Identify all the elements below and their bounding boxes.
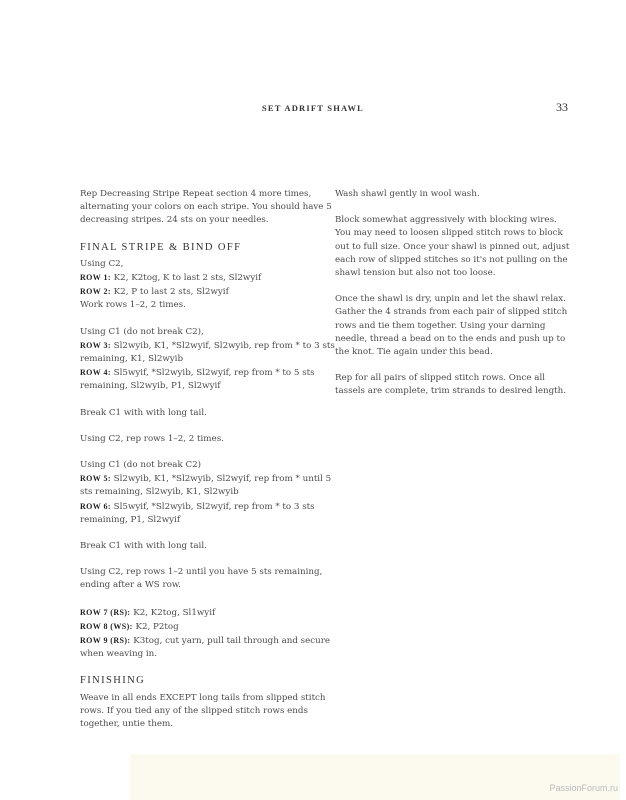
row-label: ROW 7 (RS):	[80, 607, 131, 617]
row-text: Sl2wyib, K1, *Sl2wyib, Sl2wyif, rep from * until 5 sts remaining, Sl2wyib, K1, Sl2wyib	[80, 474, 332, 498]
row-label: ROW 2:	[80, 287, 111, 297]
row-label: ROW 3:	[80, 340, 111, 350]
intro-paragraph: Rep Decreasing Stripe Repeat section 4 more times, alternating your colors on each stripe. You should have 5 decreasing stripes. 24 sts on your needles.	[80, 189, 332, 226]
block-paragraph: Block somewhat aggressively with blocking wires. You may need to loosen slipped stitch rows to block out to full size. Once your shawl is pinned out, adjust each row of slipped stitches so it's not pulling on the shawl tension but also not too loose.	[335, 215, 570, 279]
row-6	[80, 500, 338, 527]
work-rows-line: Work rows 1–2, 2 times.	[80, 300, 186, 311]
row-5	[80, 472, 338, 499]
tassel-paragraph: Once the shawl is dry, unpin and let the shawl relax. Gather the 4 strands from each pair of slipped stitch rows and tie them together. Using your darning needle, thread a bead on to the ends and push up to the knot. Tie again under this bead.	[335, 294, 568, 358]
using-c2-line: Using C2,	[80, 258, 124, 269]
row-4	[80, 366, 338, 393]
row-label: ROW 9 (RS):	[80, 636, 131, 646]
row-8	[80, 620, 338, 634]
watermark: PassionForum.ru	[549, 783, 618, 793]
row-text: K2, P to last 2 sts, Sl2wyif	[110, 287, 229, 298]
wash-paragraph: Wash shawl gently in wool wash.	[335, 189, 480, 199]
page-number: 33	[556, 100, 568, 114]
using-c1-line: Using C1 (do not break C2),	[80, 326, 204, 337]
row-2	[80, 285, 338, 299]
using-c2-rep-line: Using C2, rep rows 1–2, 2 times.	[80, 433, 224, 444]
bottom-tint	[130, 754, 620, 800]
row-text: K2, P2tog	[132, 621, 179, 632]
using-c2-until-line: Using C2, rep rows 1–2 until you have 5 sts remaining, ending after a WS row.	[80, 567, 323, 591]
row-7	[80, 606, 338, 620]
left-column	[80, 188, 338, 731]
row-label: ROW 5:	[80, 474, 111, 484]
row-text: Sl5wyif, *Sl2wyib, Sl2wyif, rep from * to 3 sts remaining, P1, Sl2wyif	[80, 501, 315, 525]
row-3	[80, 339, 338, 366]
row-label: ROW 1:	[80, 273, 111, 283]
running-head: SET ADRIFT SHAWL	[261, 103, 365, 113]
row-1	[80, 271, 338, 285]
row-label: ROW 8 (WS):	[80, 621, 133, 631]
repeat-paragraph: Rep for all pairs of slipped stitch rows. Once all tassels are complete, trim strands to desired length.	[335, 373, 566, 397]
row-label: ROW 4:	[80, 368, 111, 378]
row-label: ROW 6:	[80, 501, 111, 511]
finishing-heading: FINISHING	[80, 675, 146, 687]
break-c1-line-2: Break C1 with with long tail.	[80, 541, 207, 552]
row-text: K2, K2tog, K to last 2 sts, Sl2wyif	[110, 273, 262, 284]
row-text: K3tog, cut yarn, pull tail through and secure when weaving in.	[80, 636, 331, 660]
finishing-paragraph: Weave in all ends EXCEPT long tails from slipped stitch rows. If you tied any of the slipped stitch rows ends together, untie them.	[80, 692, 326, 730]
row-text: K2, K2tog, Sl1wyif	[130, 607, 216, 618]
using-c1-line-2: Using C1 (do not break C2)	[80, 460, 202, 471]
right-column	[335, 188, 575, 399]
break-c1-line: Break C1 with with long tail.	[80, 407, 207, 418]
row-text: Sl2wyib, K1, *Sl2wyif, Sl2wyib, rep from * to 3 sts remaining, K1, Sl2wyib	[80, 340, 335, 365]
final-stripe-heading: FINAL STRIPE & BIND OFF	[80, 241, 242, 253]
row-text: Sl5wyif, *Sl2wyib, Sl2wyif, rep from * to 5 sts remaining, Sl2wyib, P1, Sl2wyif	[80, 368, 315, 392]
row-9	[80, 634, 338, 661]
